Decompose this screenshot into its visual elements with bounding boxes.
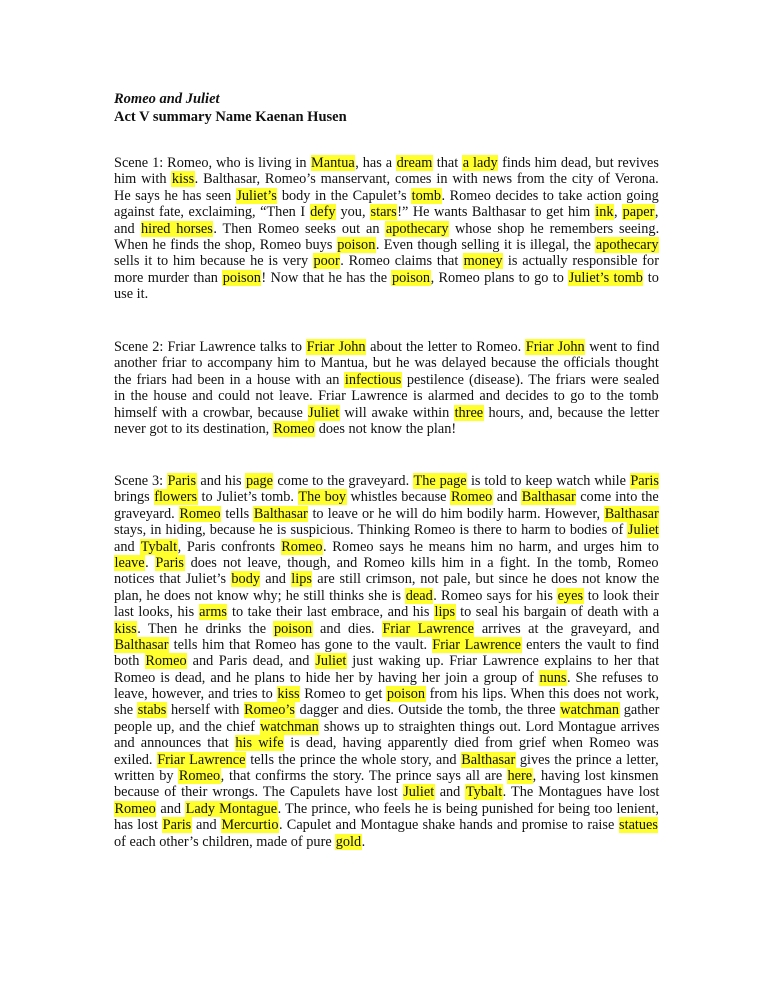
text-segment: hours, and, because the letter xyxy=(483,404,660,421)
text-segment: leave, however, and tries to xyxy=(114,686,277,703)
text-segment: . She refuses to xyxy=(566,669,659,686)
text-segment: use it. xyxy=(114,286,149,303)
text-line xyxy=(114,653,659,669)
highlighted-word: Tybalt xyxy=(465,784,503,801)
text-line xyxy=(114,421,659,437)
text-segment: him with xyxy=(114,171,172,188)
highlighted-word: three xyxy=(454,404,484,421)
highlighted-word: Balthasar xyxy=(521,489,576,506)
highlighted-word: stabs xyxy=(137,702,167,719)
highlighted-word: Balthasar xyxy=(114,636,169,653)
text-segment: and xyxy=(492,489,522,506)
highlighted-word: Paris xyxy=(167,473,197,489)
text-segment: sells it to him because he is very xyxy=(114,253,313,270)
text-line xyxy=(114,817,659,833)
highlighted-word: statues xyxy=(619,817,658,834)
highlighted-word: Lady Montague xyxy=(185,800,278,817)
document-title: Romeo and Juliet xyxy=(114,91,220,107)
text-segment: . xyxy=(145,554,155,571)
text-segment: herself with xyxy=(166,702,244,719)
scene-2-paragraph xyxy=(114,339,659,437)
text-segment: both xyxy=(114,653,145,670)
text-segment: . The Montagues have lost xyxy=(502,784,660,801)
text-segment: arrives at the graveyard, and xyxy=(474,620,660,637)
text-line xyxy=(114,237,659,253)
text-line xyxy=(114,405,659,421)
highlighted-word: kiss xyxy=(114,620,137,637)
text-segment: in the house and could not leave. Friar Lawrence is alarmed and decides to go to the tomb xyxy=(114,388,659,405)
highlighted-word: Romeo xyxy=(114,800,156,817)
document-subtitle: Act V summary Name Kaenan Husen xyxy=(114,109,347,125)
highlighted-word: Friar Lawrence xyxy=(157,751,246,768)
highlighted-word: Paris xyxy=(155,554,184,571)
highlighted-word: infectious xyxy=(344,371,402,388)
text-segment: pestilence (disease). The friars were sealed xyxy=(401,371,660,388)
text-line xyxy=(114,768,659,784)
text-segment: . xyxy=(361,833,366,850)
highlighted-word: Juliet xyxy=(315,653,347,670)
text-segment: . Then Romeo seeks out an xyxy=(213,220,386,237)
highlighted-word: money xyxy=(463,253,503,270)
text-segment: notices that Juliet’s xyxy=(114,571,231,588)
text-line xyxy=(114,221,659,237)
text-segment: Romeo to get xyxy=(300,686,387,703)
text-segment: tells him that Romeo has gone to the vault. xyxy=(169,636,432,653)
text-segment: , Romeo plans to go to xyxy=(430,269,569,286)
text-segment: and xyxy=(434,784,466,801)
highlighted-word: Romeo xyxy=(273,420,315,437)
text-segment: another friar to accompany him to Mantua, but he was delayed because the officials thought xyxy=(114,355,659,372)
text-segment: whose shop he remembers seeing. xyxy=(449,220,660,237)
text-segment: , having lost kinsmen xyxy=(532,768,659,785)
highlighted-word: page xyxy=(245,473,273,489)
text-segment: body in the Capulet’s xyxy=(277,187,412,204)
text-line xyxy=(114,188,659,204)
scene-3-paragraph xyxy=(114,473,659,850)
highlighted-word: Romeo xyxy=(145,653,187,670)
highlighted-word: poison xyxy=(337,236,376,253)
highlighted-word: leave xyxy=(114,554,145,571)
highlighted-word: flowers xyxy=(154,489,198,506)
highlighted-word: Friar Lawrence xyxy=(382,620,474,637)
text-segment: dagger and dies. Outside the tomb, the three xyxy=(295,702,560,719)
text-line xyxy=(114,670,659,686)
text-line xyxy=(114,604,659,620)
text-segment: and xyxy=(260,571,291,588)
text-segment: does not know the plan! xyxy=(315,420,457,437)
highlighted-word: Romeo xyxy=(450,489,493,506)
text-segment: gives the prince a letter, xyxy=(515,751,659,768)
text-line xyxy=(114,253,659,269)
highlighted-word: Romeo’s xyxy=(244,702,295,719)
text-segment: stays, in hiding, because he is suspicious. Thinking Romeo is there to harm to bodies of xyxy=(114,522,628,539)
text-segment: people up, and the chief xyxy=(114,718,260,735)
highlighted-word: Juliet’s xyxy=(236,187,277,204)
highlighted-word: Mantua xyxy=(311,155,355,171)
highlighted-word: Juliet xyxy=(308,404,340,421)
text-line xyxy=(114,555,659,571)
text-line xyxy=(114,489,659,505)
text-line xyxy=(114,506,659,522)
text-line xyxy=(114,588,659,604)
text-segment: and xyxy=(114,538,141,555)
text-line xyxy=(114,752,659,768)
text-line xyxy=(114,686,659,702)
text-segment: ! Now that he has the xyxy=(261,269,392,286)
highlighted-word: lips xyxy=(291,571,312,588)
highlighted-word: poison xyxy=(386,686,426,703)
highlighted-word: stars xyxy=(370,204,397,221)
text-segment: you, xyxy=(336,204,371,221)
text-segment: never got to its destination, xyxy=(114,420,273,437)
text-segment: tells xyxy=(221,505,254,522)
text-line xyxy=(114,719,659,735)
highlighted-word: poison xyxy=(273,620,313,637)
text-segment: , that confirms the story. The prince says all are xyxy=(220,768,507,785)
text-segment: himself with a crowbar, because xyxy=(114,404,308,421)
highlighted-word: apothecary xyxy=(595,236,659,253)
highlighted-word: The page xyxy=(413,473,467,489)
text-line xyxy=(114,834,659,850)
text-segment: she xyxy=(114,702,138,719)
highlighted-word: kiss xyxy=(277,686,300,703)
text-segment: just waking up. Friar Lawrence explains to her that xyxy=(346,653,660,670)
text-line xyxy=(114,522,659,538)
text-segment: . Romeo says he means him no harm, and urges him to xyxy=(323,538,659,555)
highlighted-word: gold xyxy=(335,833,362,850)
text-segment: When he finds the shop, Romeo buys xyxy=(114,236,337,253)
text-segment: . Romeo says for his xyxy=(433,587,558,604)
text-segment: to xyxy=(643,269,659,286)
highlighted-word: body xyxy=(231,571,260,588)
highlighted-word: Romeo xyxy=(281,538,323,555)
text-line xyxy=(114,286,659,302)
text-segment: are still crimson, not pale, but since he does not know the xyxy=(312,571,660,588)
highlighted-word: Juliet xyxy=(403,784,435,801)
text-segment: went to find xyxy=(585,339,660,355)
text-segment: from his lips. When this does not work, xyxy=(425,686,660,703)
text-line xyxy=(114,339,659,355)
highlighted-word: lips xyxy=(434,604,456,621)
text-segment: and xyxy=(191,817,221,834)
highlighted-word: poor xyxy=(313,253,340,270)
text-segment: graveyard. xyxy=(114,505,179,522)
text-segment: . Romeo claims that xyxy=(340,253,464,270)
highlighted-word: Balthasar xyxy=(604,505,659,522)
text-line xyxy=(114,784,659,800)
highlighted-word: Balthasar xyxy=(461,751,516,768)
text-segment: tells the prince the whole story, and xyxy=(246,751,461,768)
text-segment: to look their xyxy=(583,587,659,604)
text-segment: Scene 3: xyxy=(114,473,167,489)
text-segment: the friars had been in a house with an xyxy=(114,371,345,388)
text-line xyxy=(114,355,659,371)
text-segment: does not leave, though, and Romeo kills him in a fight. In the tomb, Romeo xyxy=(184,554,659,571)
text-line xyxy=(114,621,659,637)
text-segment: about the letter to Romeo. xyxy=(366,339,526,355)
text-segment: will awake within xyxy=(339,404,455,421)
text-segment: and dies. xyxy=(312,620,382,637)
text-segment: exiled. xyxy=(114,751,157,768)
text-segment: to Juliet’s tomb. xyxy=(197,489,298,506)
text-segment: is told to keep watch while xyxy=(467,473,630,489)
text-segment: brings xyxy=(114,489,154,506)
text-line xyxy=(114,702,659,718)
text-line xyxy=(114,539,659,555)
text-segment: finds him dead, but revives xyxy=(498,155,659,171)
text-segment: , has a xyxy=(355,155,397,171)
text-segment: and announces that xyxy=(114,735,235,752)
highlighted-word: Friar Lawrence xyxy=(432,636,522,653)
text-line xyxy=(114,388,659,404)
highlighted-word: watchman xyxy=(560,702,620,719)
highlighted-word: apothecary xyxy=(385,220,449,237)
text-segment: whistles because xyxy=(346,489,451,506)
highlighted-word: Tybalt xyxy=(140,538,178,555)
highlighted-word: Paris xyxy=(162,817,192,834)
text-segment: enters the vault to find xyxy=(521,636,660,653)
highlighted-word: arms xyxy=(199,604,227,621)
text-segment: . Even though selling it is illegal, the xyxy=(375,236,596,253)
text-segment: Scene 1: Romeo, who is living in xyxy=(114,155,311,171)
text-segment: !” He wants Balthasar to get him xyxy=(397,204,595,221)
text-segment: plan, he does not know why; he still thinks she is xyxy=(114,587,406,604)
highlighted-word: kiss xyxy=(171,171,195,188)
text-line xyxy=(114,171,659,187)
highlighted-word: nuns xyxy=(539,669,567,686)
text-segment: is dead, having apparently died from grief when Romeo was xyxy=(284,735,659,752)
highlighted-word: watchman xyxy=(260,718,319,735)
text-segment: written by xyxy=(114,768,179,785)
text-segment: because of their wrongs. The Capulets have lost xyxy=(114,784,403,801)
text-segment: more murder than xyxy=(114,269,223,286)
text-segment: last looks, his xyxy=(114,604,199,621)
highlighted-word: Friar John xyxy=(525,339,585,355)
text-segment: Romeo is dead, and he plans to hide her by having her join a group of xyxy=(114,669,539,686)
text-segment: come to the graveyard. xyxy=(273,473,414,489)
text-segment: . Then he drinks the xyxy=(137,620,274,637)
highlighted-word: The boy xyxy=(298,489,347,506)
text-segment: , xyxy=(614,204,623,221)
highlighted-word: Romeo xyxy=(178,768,221,785)
highlighted-word: defy xyxy=(310,204,336,221)
highlighted-word: Mercurtio xyxy=(221,817,279,834)
text-segment: to take their last embrace, and his xyxy=(227,604,434,621)
highlighted-word: poison xyxy=(222,269,261,286)
text-line xyxy=(114,270,659,286)
highlighted-word: Friar John xyxy=(306,339,366,355)
text-segment: has lost xyxy=(114,817,163,834)
scene-1-paragraph xyxy=(114,155,659,303)
highlighted-word: Juliet’s tomb xyxy=(568,269,643,286)
text-segment: against fate, exclaiming, “Then I xyxy=(114,204,310,221)
text-segment: He says he has seen xyxy=(114,187,236,204)
text-segment: . Capulet and Montague shake hands and promise to raise xyxy=(279,817,619,834)
text-line xyxy=(114,637,659,653)
text-segment: and Paris dead, and xyxy=(187,653,315,670)
text-segment: is actually responsible for xyxy=(503,253,659,270)
text-segment: that xyxy=(432,155,463,171)
text-line xyxy=(114,372,659,388)
text-line xyxy=(114,473,659,489)
highlighted-word: tomb xyxy=(411,187,441,204)
text-segment: and his xyxy=(196,473,246,489)
text-segment: of each other’s children, made of pure xyxy=(114,833,336,850)
text-segment: gather xyxy=(619,702,660,719)
text-segment: Scene 2: Friar Lawrence talks to xyxy=(114,339,307,355)
text-segment: . The prince, who feels he is being punished for being too lenient, xyxy=(277,800,659,817)
highlighted-word: Balthasar xyxy=(253,505,308,522)
text-segment: to seal his bargain of death with a xyxy=(455,604,660,621)
text-segment: shows up to straighten things out. Lord Montague arrives xyxy=(319,718,660,735)
highlighted-word: Romeo xyxy=(179,505,221,522)
highlighted-word: poison xyxy=(391,269,431,286)
highlighted-word: dead xyxy=(405,587,433,604)
highlighted-word: ink xyxy=(595,204,614,221)
text-segment: , Paris confronts xyxy=(177,538,281,555)
highlighted-word: a lady xyxy=(462,155,498,171)
text-line xyxy=(114,735,659,751)
highlighted-word: Paris xyxy=(630,473,659,489)
text-line xyxy=(114,801,659,817)
text-line xyxy=(114,155,659,171)
highlighted-word: here xyxy=(507,768,533,785)
text-line xyxy=(114,204,659,220)
text-segment: . Balthasar, Romeo’s manservant, comes in with news from the city of Verona. xyxy=(194,171,659,188)
highlighted-word: dream xyxy=(396,155,433,171)
text-segment: , xyxy=(654,204,659,221)
text-segment: . Romeo decides to take action going xyxy=(441,187,659,204)
text-segment: and xyxy=(156,800,186,817)
text-segment: come into the xyxy=(576,489,659,506)
text-line xyxy=(114,571,659,587)
text-segment: and xyxy=(114,220,141,237)
highlighted-word: his wife xyxy=(235,735,284,752)
highlighted-word: paper xyxy=(622,204,655,221)
highlighted-word: Juliet xyxy=(627,522,659,539)
highlighted-word: eyes xyxy=(557,587,584,604)
text-segment: to leave or he will do him bodily harm. However, xyxy=(308,505,605,522)
highlighted-word: hired horses xyxy=(141,220,213,237)
